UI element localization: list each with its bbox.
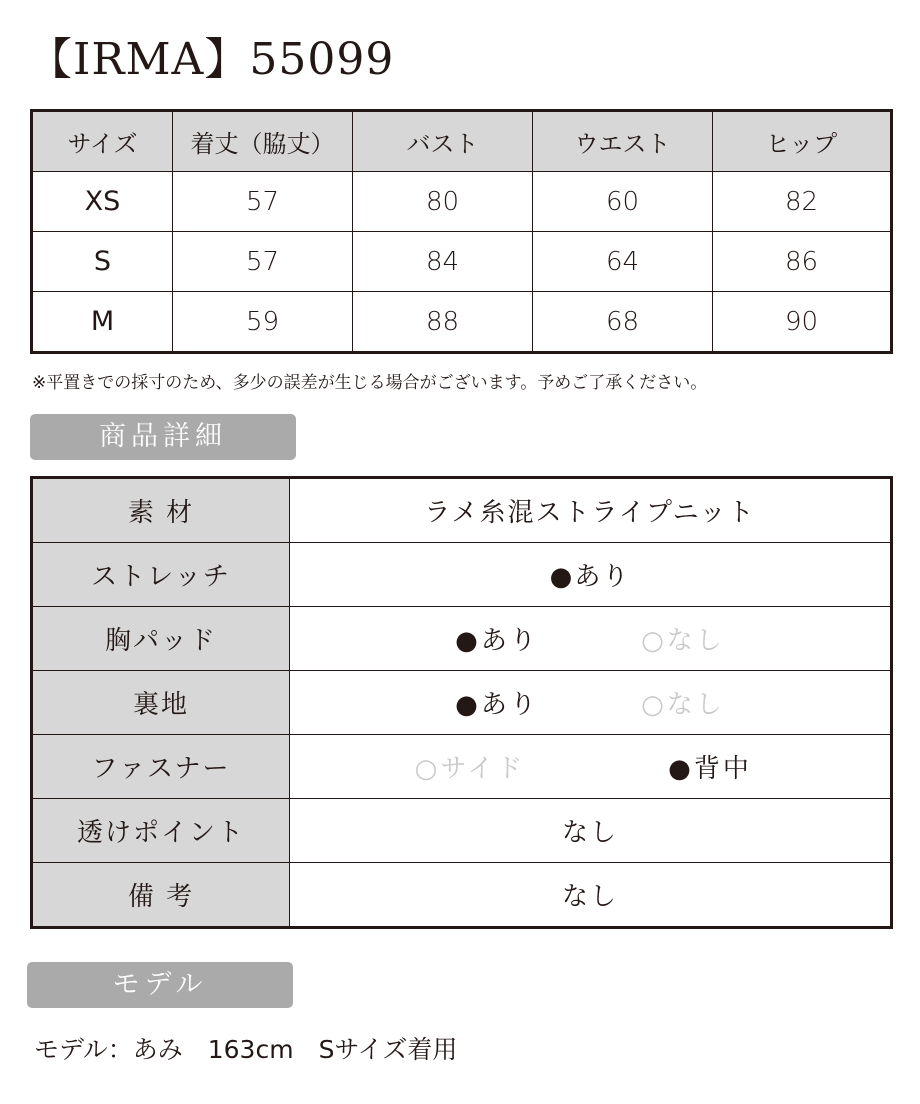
hip-value: 86 xyxy=(713,232,892,292)
lining-option-yes: ●あり xyxy=(455,690,539,720)
bust-value: 88 xyxy=(353,292,533,353)
detail-row-remarks xyxy=(32,863,892,928)
remarks-value: なし xyxy=(290,863,892,928)
lining-option-no: ○なし xyxy=(641,690,725,720)
detail-row-fastener xyxy=(32,735,892,799)
hip-value: 90 xyxy=(713,292,892,353)
size-header-bust: バスト xyxy=(353,111,533,172)
size-header-size: サイズ xyxy=(32,111,173,172)
material-value: ラメ糸混ストライプニット xyxy=(290,478,892,543)
size-table-header-row xyxy=(32,111,892,172)
measurement-note: ※平置きでの採寸のため、多少の誤差が生じる場合がございます。予めご了承ください。 xyxy=(32,373,708,393)
size-label: XS xyxy=(32,172,173,232)
lining-options xyxy=(290,671,892,735)
sheer-label: 透けポイント xyxy=(32,799,290,863)
bust-value: 84 xyxy=(353,232,533,292)
chest-pad-label: 胸パッド xyxy=(32,607,290,671)
fastener-option-side: ○サイド xyxy=(414,754,526,784)
size-row-m xyxy=(32,292,892,353)
chest-pad-options xyxy=(290,607,892,671)
length-value: 57 xyxy=(173,172,353,232)
size-header-hip: ヒップ xyxy=(713,111,892,172)
length-value: 57 xyxy=(173,232,353,292)
size-label: S xyxy=(32,232,173,292)
detail-row-sheer xyxy=(32,799,892,863)
fastener-option-back: ●背中 xyxy=(668,754,752,784)
length-value: 59 xyxy=(173,292,353,353)
size-row-xs xyxy=(32,172,892,232)
hip-value: 82 xyxy=(713,172,892,232)
stretch-value: ●あり xyxy=(290,543,892,607)
chest-pad-option-no: ○なし xyxy=(641,626,725,656)
waist-value: 60 xyxy=(533,172,713,232)
size-header-waist: ウエスト xyxy=(533,111,713,172)
waist-value: 64 xyxy=(533,232,713,292)
size-table xyxy=(30,109,893,354)
fastener-label: ファスナー xyxy=(32,735,290,799)
fastener-options xyxy=(290,735,892,799)
remarks-label: 備 考 xyxy=(32,863,290,928)
material-label: 素 材 xyxy=(32,478,290,543)
product-title: 【IRMA】55099 xyxy=(28,34,395,85)
lining-label: 裏地 xyxy=(32,671,290,735)
size-header-length: 着丈（脇丈） xyxy=(173,111,353,172)
product-details-table xyxy=(30,476,893,929)
size-label: M xyxy=(32,292,173,353)
detail-row-lining xyxy=(32,671,892,735)
sheer-value: なし xyxy=(290,799,892,863)
bust-value: 80 xyxy=(353,172,533,232)
waist-value: 68 xyxy=(533,292,713,353)
model-info: モデル：あみ 163cm Sサイズ着用 xyxy=(34,1035,458,1064)
detail-row-stretch xyxy=(32,543,892,607)
stretch-label: ストレッチ xyxy=(32,543,290,607)
detail-row-chest-pad xyxy=(32,607,892,671)
size-row-s xyxy=(32,232,892,292)
product-details-heading: 商品詳細 xyxy=(30,414,296,460)
detail-row-material xyxy=(32,478,892,543)
chest-pad-option-yes: ●あり xyxy=(455,626,539,656)
model-heading: モデル xyxy=(27,962,293,1008)
